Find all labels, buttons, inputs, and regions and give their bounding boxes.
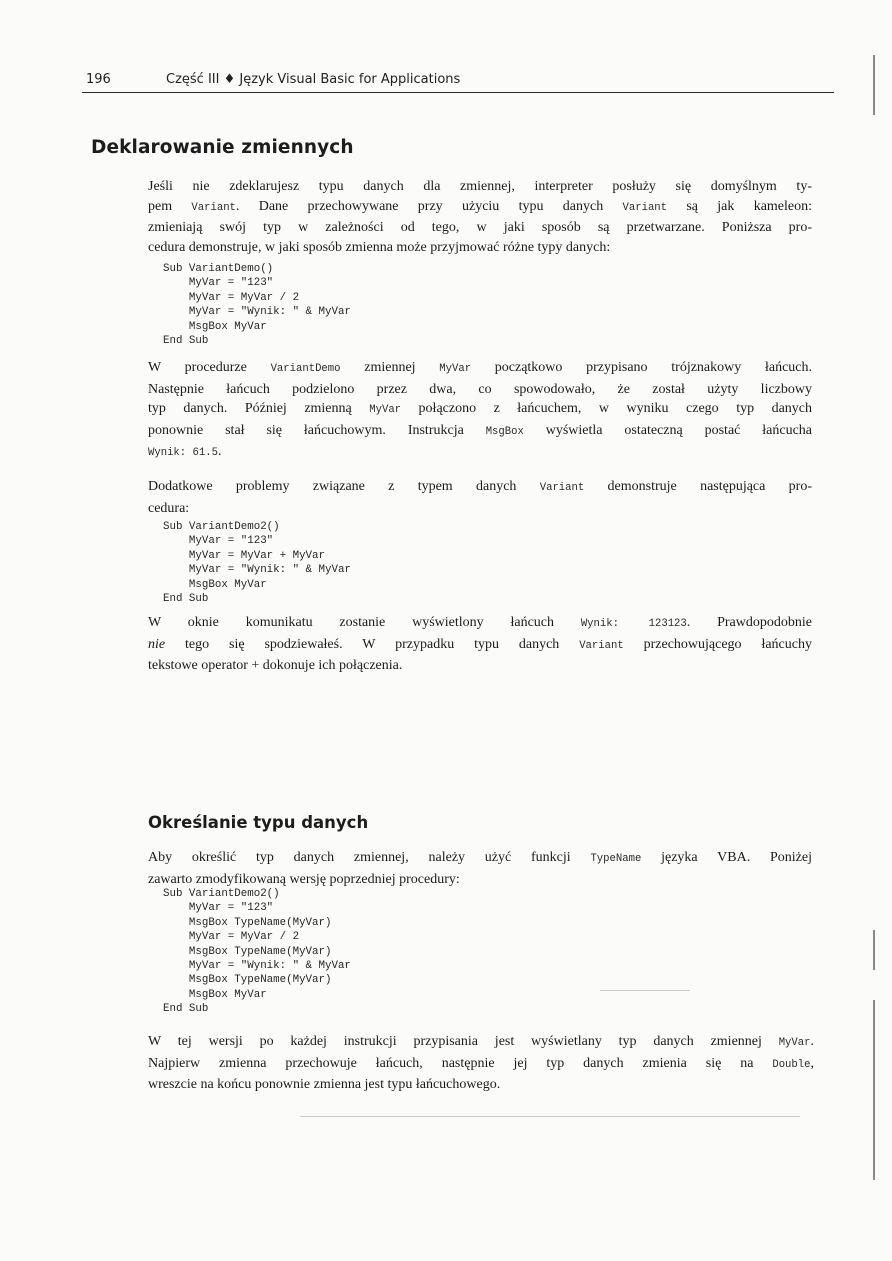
text-line: zmieniają swój typ w zależności od tego, w jaki sposób są przetwarzane. Poniższa pro- <box>148 220 812 236</box>
text-line: ponownie stał się łańcuchowym. Instrukcja MsgBox wyświetla ostateczną postać łańcucha <box>148 422 813 438</box>
code-block-typename <box>163 887 351 1017</box>
paragraph-problems <box>148 477 812 518</box>
subsection-heading: Określanie typu danych <box>148 813 369 832</box>
paragraph-intro <box>148 177 812 257</box>
code-line: MyVar = "Wynik: " & MyVar <box>163 960 351 973</box>
running-title: Część III ♦ Język Visual Basic for Applications <box>166 72 461 87</box>
page-edge-mark <box>873 1000 875 1180</box>
text-line: pem Variant. Dane przechowywane przy użyciu typu danych Variant są jak kameleon: <box>148 198 812 214</box>
paragraph-result <box>148 613 812 676</box>
text-line: Dodatkowe problemy związane z typem danych Variant demonstruje następująca pro- <box>148 479 812 494</box>
code-line: MyVar = MyVar + MyVar <box>163 549 325 562</box>
code-line: MsgBox MyVar <box>163 578 267 591</box>
code-line: Sub VariantDemo2() <box>163 888 280 900</box>
text-line: typ danych. Później zmienną MyVar połączono z łańcuchem, w wyniku czego typ danych <box>148 401 813 417</box>
page-edge-mark <box>873 55 875 115</box>
code-line: MsgBox TypeName(MyVar) <box>163 974 332 987</box>
text-line: wreszcie na końcu ponownie zmienna jest typu łańcuchowego. <box>148 1077 501 1093</box>
text-line: Następnie łańcuch podzielono przez dwa, co spowodowało, że został użyty liczbowy <box>148 381 812 397</box>
code-line: MsgBox MyVar <box>163 320 267 333</box>
code-line: Sub VariantDemo2() <box>163 521 280 533</box>
code-line: MsgBox TypeName(MyVar) <box>163 945 332 958</box>
code-line: MyVar = "123" <box>163 535 274 548</box>
scan-speck <box>600 990 690 991</box>
code-line: End Sub <box>163 593 209 606</box>
section-heading: Deklarowanie zmiennych <box>91 137 354 158</box>
code-line: End Sub <box>163 1003 209 1016</box>
code-line: MyVar = "Wynik: " & MyVar <box>163 564 351 577</box>
code-line: Sub VariantDemo() <box>163 263 274 275</box>
running-header <box>82 66 834 93</box>
text-line: tekstowe operator + dokonuje ich połączenia. <box>148 658 403 674</box>
paragraph-summary <box>148 1032 814 1095</box>
code-line: MyVar = MyVar / 2 <box>163 931 300 944</box>
code-line: MyVar = "123" <box>163 902 274 915</box>
code-line: MyVar = "123" <box>163 277 274 290</box>
text-line: Wynik: 61.5. <box>148 444 222 460</box>
code-line: End Sub <box>163 335 209 348</box>
code-line: MsgBox TypeName(MyVar) <box>163 916 332 929</box>
code-line: MsgBox MyVar <box>163 988 267 1001</box>
text-line: cedura: <box>148 500 190 516</box>
text-line: nie tego się spodziewałeś. W przypadku typu danych Variant przechowującego łańcuchy <box>148 636 812 652</box>
text-line: Aby określić typ danych zmiennej, należy użyć funkcji TypeName języka VBA. Poniżej <box>148 850 812 865</box>
text-line: cedura demonstruje, w jaki sposób zmienna może przyjmować różne typy danych: <box>148 239 611 255</box>
page-number: 196 <box>86 72 111 87</box>
page-edge-mark <box>873 930 875 970</box>
text-line: W oknie komunikatu zostanie wyświetlony łańcuch Wynik: 123123. Prawdopodobnie <box>148 615 812 630</box>
text-line: W procedurze VariantDemo zmiennej MyVar początkowo przypisano trójznakowy łańcuch. <box>148 360 813 375</box>
code-block-variantdemo2 <box>163 520 351 606</box>
text-line: zawarto zmodyfikowaną wersję poprzedniej procedury: <box>148 871 460 887</box>
scan-speck <box>300 1116 800 1117</box>
paragraph-explanation <box>148 358 812 464</box>
text-line: Najpierw zmienna przechowuje łańcuch, następnie jej typ danych zmienia się na Double, <box>148 1055 814 1071</box>
text-line: Jeśli nie zdeklarujesz typu danych dla zmiennej, interpreter posłuży się domyślnym ty- <box>148 179 812 194</box>
code-line: MyVar = "Wynik: " & MyVar <box>163 306 351 319</box>
paragraph-typename <box>148 848 812 889</box>
code-line: MyVar = MyVar / 2 <box>163 291 300 304</box>
text-line: W tej wersji po każdej instrukcji przypisania jest wyświetlany typ danych zmiennej MyVar. <box>148 1034 814 1049</box>
code-block-variantdemo <box>163 262 351 348</box>
